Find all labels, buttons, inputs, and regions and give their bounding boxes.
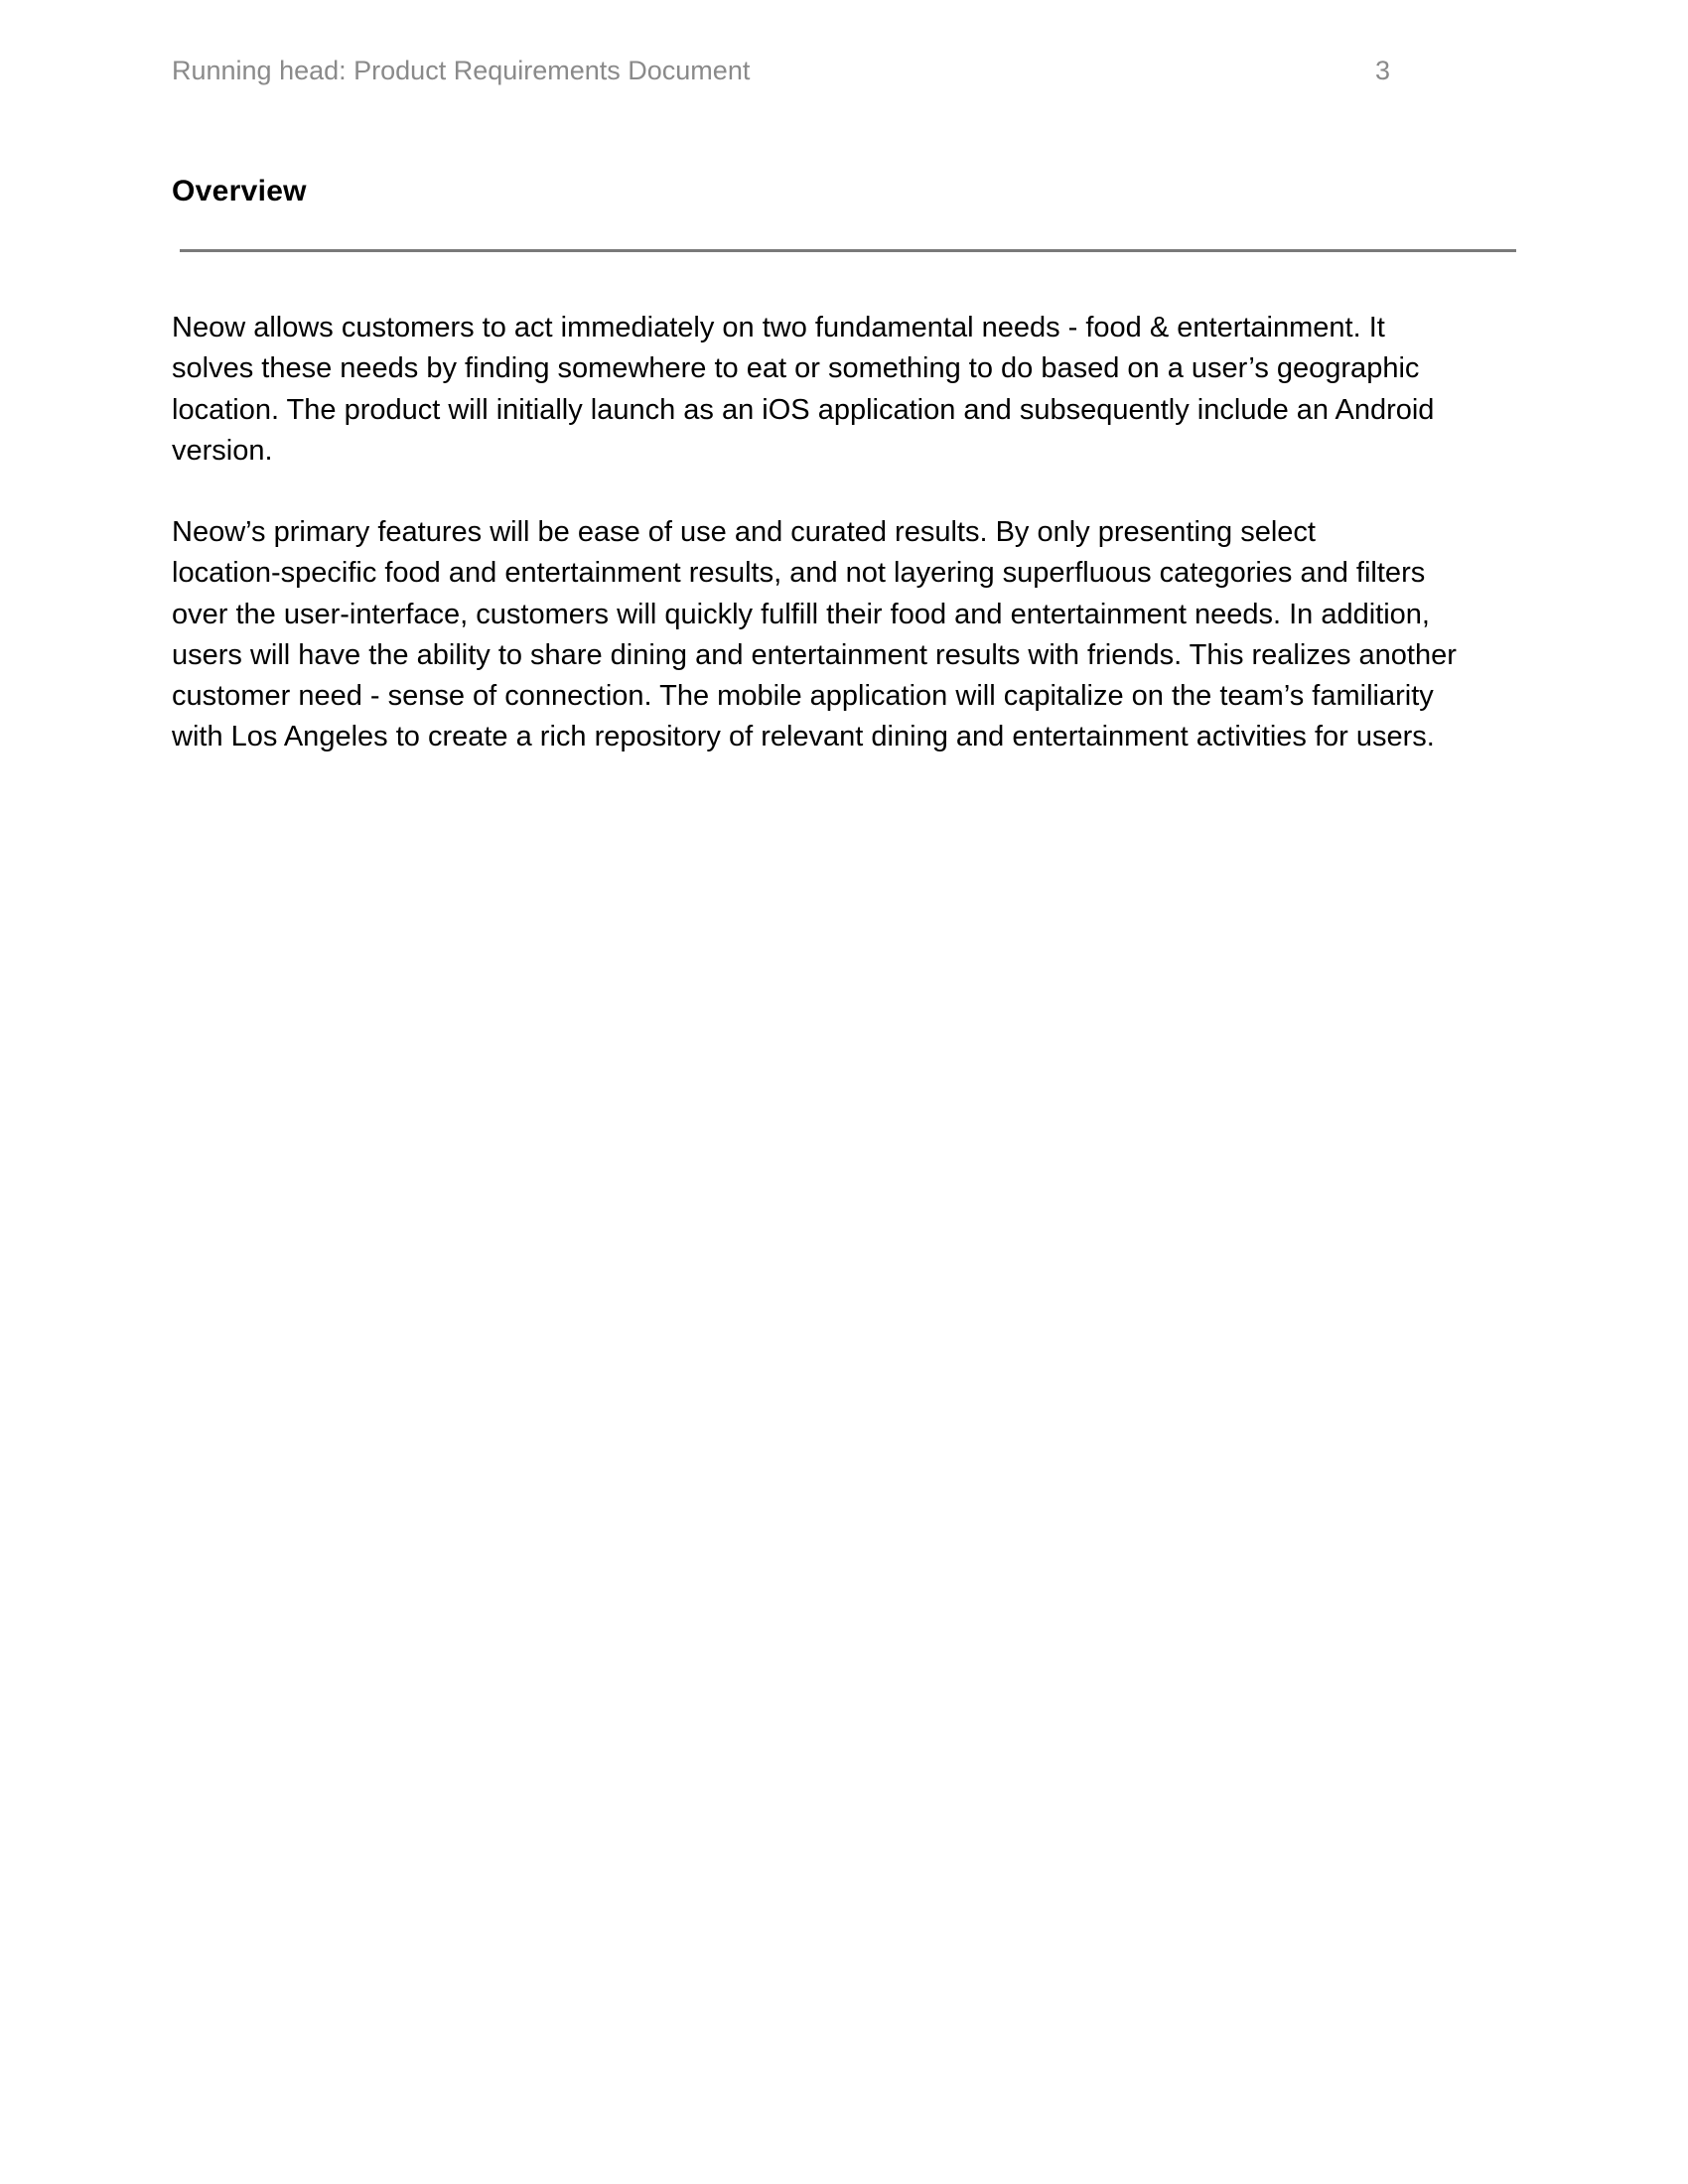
paragraph-line: location-specific food and entertainment results, and not layering superfluous categories and filters [172,557,1426,590]
paragraph-line: Neow’s primary features will be ease of use and curated results. By only presenting select [172,516,1316,548]
paragraph-line: solves these needs by finding somewhere to eat or something to do based on a user’s geographic [172,352,1420,385]
paragraph-line: location. The product will initially launch as an iOS application and subsequently include an Android [172,393,1435,426]
section-divider [180,249,1516,252]
paragraph-line: with Los Angeles to create a rich repository of relevant dining and entertainment activities for users. [172,721,1435,753]
paragraph-line: over the user-interface, customers will quickly fulfill their food and entertainment needs. In addition, [172,598,1430,630]
paragraph-line: customer need - sense of connection. The mobile application will capitalize on the team’s familiarity [172,680,1434,713]
running-head: Running head: Product Requirements Document [172,56,751,85]
paragraph-1 [172,308,1552,472]
paragraph-line: users will have the ability to share dining and entertainment results with friends. This realizes another [172,638,1457,671]
paragraph-line: Neow allows customers to act immediately on two fundamental needs - food & entertainment. It [172,312,1385,343]
page-number: 3 [1375,56,1391,85]
paragraph-line: version. [172,434,273,467]
section-title: Overview [172,175,307,207]
paragraph-2 [172,512,1552,758]
